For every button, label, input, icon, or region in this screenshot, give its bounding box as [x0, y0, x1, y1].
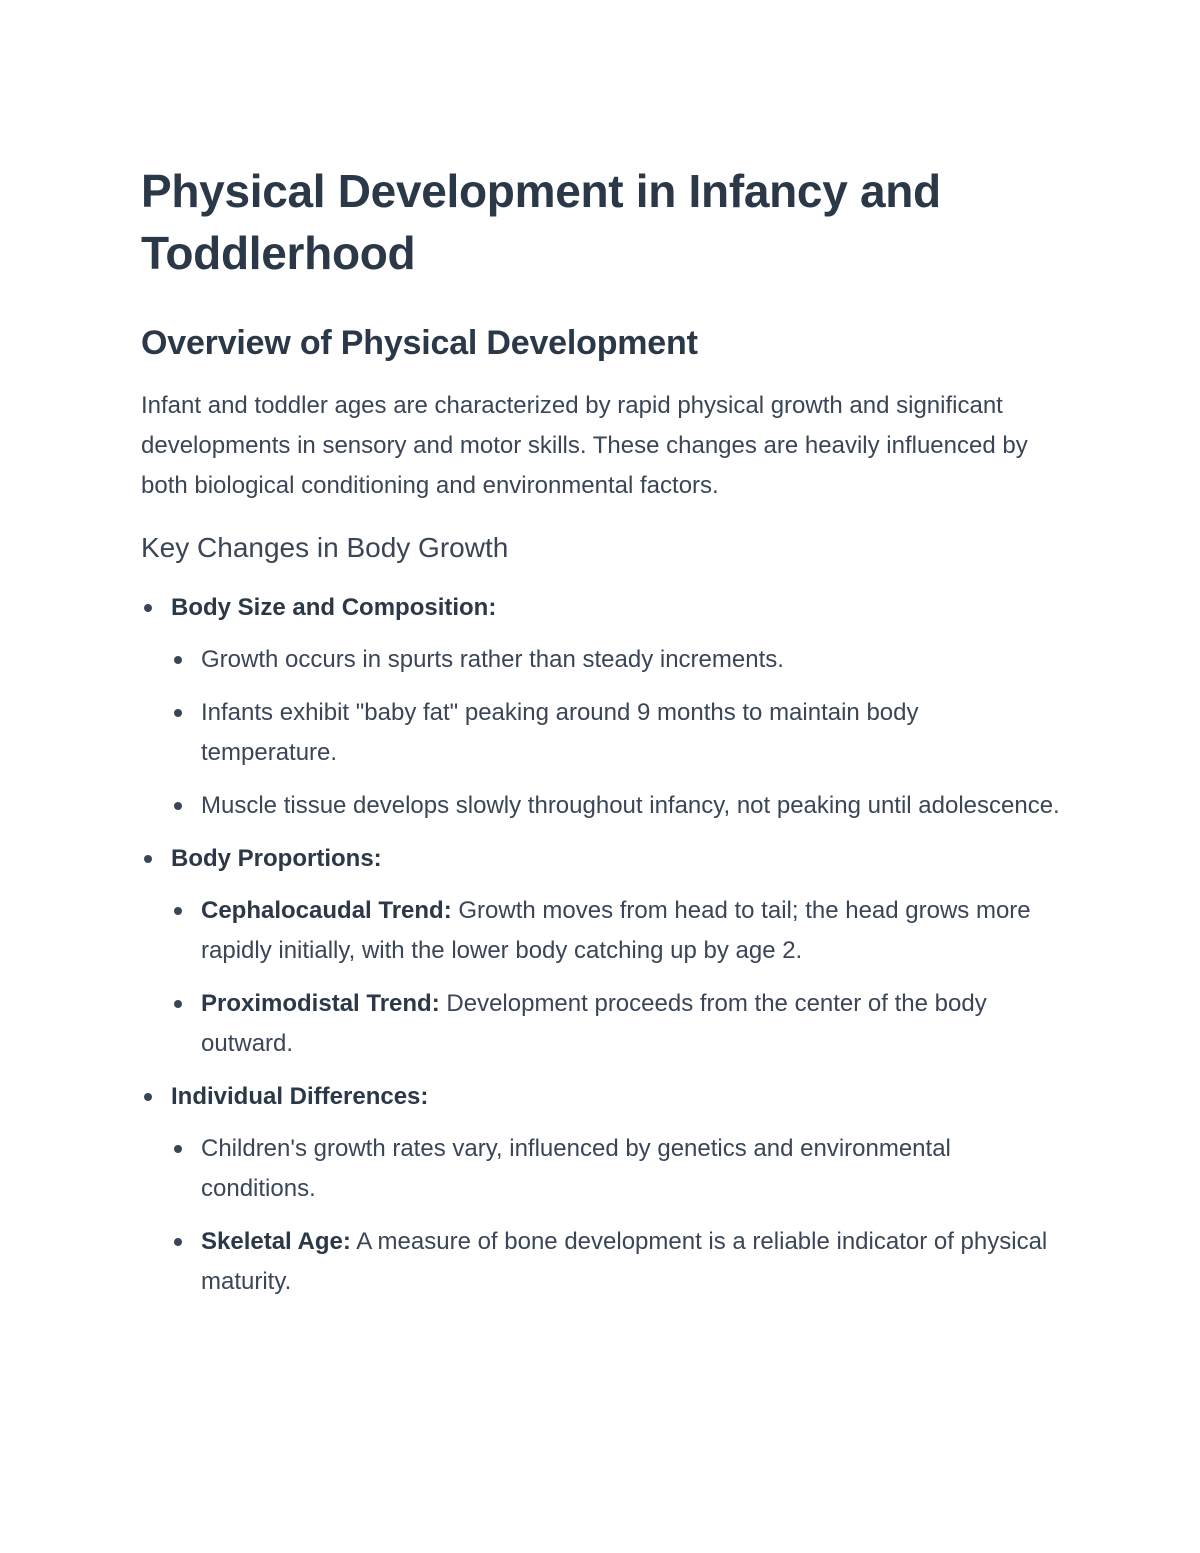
item-term: Cephalocaudal Trend: — [201, 897, 452, 924]
sub-list — [171, 640, 1061, 826]
list-item — [171, 693, 1061, 773]
item-text: Infants exhibit "baby fat" peaking around 9 months to maintain body temperature. — [201, 699, 919, 766]
bullet-icon — [174, 907, 182, 915]
section-heading: Overview of Physical Development — [141, 324, 698, 362]
item-text: Children's growth rates vary, influenced by genetics and environmental conditions. — [201, 1135, 951, 1202]
sub-list — [171, 891, 1061, 1064]
sub-list — [171, 1129, 1061, 1302]
list-item — [171, 786, 1061, 826]
bullet-icon — [174, 1000, 182, 1008]
item-text: A measure of bone development is a reliable indicator of physical maturity. — [201, 1228, 1048, 1295]
group-label: Individual Differences: — [171, 1083, 429, 1110]
intro-paragraph: Infant and toddler ages are characterized by rapid physical growth and significant developments in sensory and motor skills. These changes are heavily influenced by both biological conditioning and environmental factors. — [141, 392, 1028, 499]
bullet-icon — [174, 802, 182, 810]
item-text: Development proceeds from the center of the body outward. — [201, 990, 987, 1057]
list-item — [141, 839, 1061, 1064]
item-text: Growth occurs in spurts rather than steady increments. — [201, 646, 784, 673]
bullet-icon — [174, 709, 182, 717]
page-title: Physical Development in Infancy and Toddlerhood — [141, 165, 941, 279]
subsection-heading: Key Changes in Body Growth — [141, 532, 509, 563]
list-item — [141, 1077, 1061, 1302]
bullet-icon — [144, 1093, 152, 1101]
bullet-icon — [174, 1145, 182, 1153]
growth-list — [141, 588, 1061, 1302]
item-term: Proximodistal Trend: — [201, 990, 440, 1017]
list-item — [141, 588, 1061, 826]
list-item — [171, 891, 1061, 971]
document-content — [141, 160, 1061, 1315]
group-label: Body Proportions: — [171, 845, 382, 872]
item-text: Growth moves from head to tail; the head grows more rapidly initially, with the lower body catching up by age 2. — [201, 897, 1031, 964]
list-item — [171, 1129, 1061, 1209]
bullet-icon — [174, 656, 182, 664]
list-item — [171, 984, 1061, 1064]
group-label: Body Size and Composition: — [171, 594, 497, 621]
list-item — [171, 640, 1061, 680]
item-text: Muscle tissue develops slowly throughout infancy, not peaking until adolescence. — [201, 792, 1060, 819]
list-item — [171, 1222, 1061, 1302]
bullet-icon — [174, 1238, 182, 1246]
bullet-icon — [144, 855, 152, 863]
item-term: Skeletal Age: — [201, 1228, 351, 1255]
bullet-icon — [144, 604, 152, 612]
